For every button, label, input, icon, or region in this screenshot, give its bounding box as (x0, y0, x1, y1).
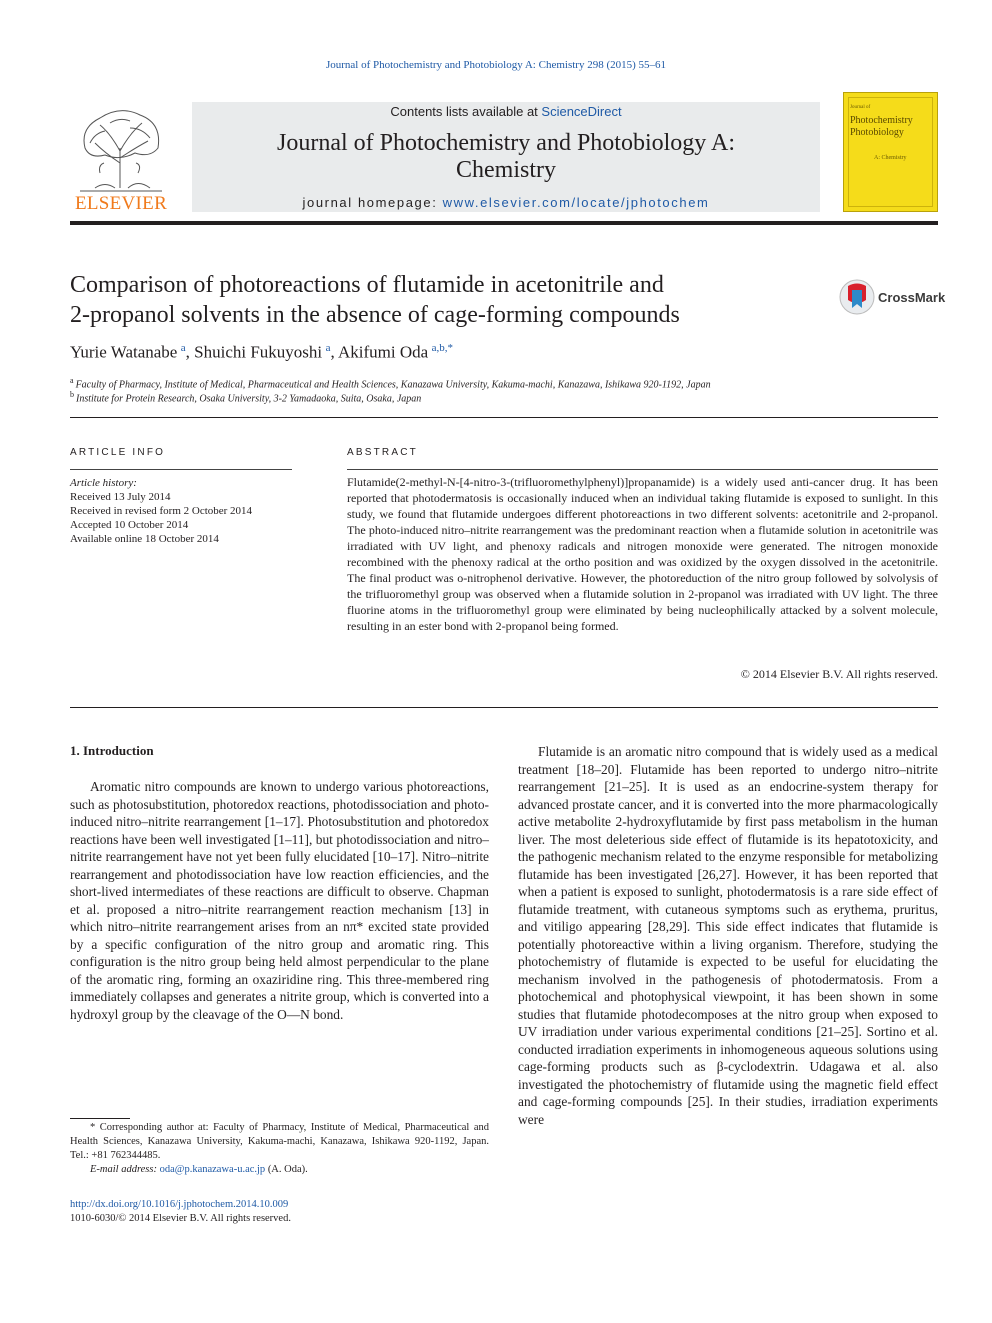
issn-copyright: 1010-6030/© 2014 Elsevier B.V. All rights reserved. (70, 1213, 291, 1224)
doi-link[interactable]: http://dx.doi.org/10.1016/j.jphotochem.2014.10.009 (70, 1199, 289, 1210)
intro-paragraph-right: Flutamide is an aromatic nitro compound that is widely used as a medical treatment [18–20]. Flutamide has been reported to undergo nitro–nitrite rearrangement [21–25]. It is used as an endocrine-system therapy for advanced prostate cancer, and it is converted into the more pharmacologically active metabolite 2-hydroxyflutamide by first pass metabolism in the human liver. The most deleterious side effect of flutamide is its hepatotoxicity, and the pathogenic mechanism related to the enzyme responsible for metabolizing flutamide has been investigated [26,27]. However, it has been reported that when a patient is exposed to sunlight, photodermatosis is a rare side effect of flutamide treatment, with cutaneous symptoms such as erythema, pruritus, and vitiligo appearing [28,29]. This side effect indicates that flutamide is potentially photoreactive within a living organism. Therefore, studying the photochemistry of flutamide is expected to be useful for elucidating the mechanism involved in the pathogenesis of photodermatosis. From a photochemical and photophysical viewpoint, it has been shown in some studies that flutamide photodecomposes at the nitro group when exposed to UV irradiation under various experimental conditions [21–25]. Sortino et al. conducted irradiation experiments in inhomogeneous aqueous solutions using cage-forming products such as β-cyclodextrin. Udagawa et al. also investigated the photochemistry of flutamide using the magnetic field effect and cage-forming compounds [25]. In their studies, irradiation experiments were (518, 744, 938, 1127)
history-received: Received 13 July 2014 (70, 491, 171, 503)
article-title-line1: Comparison of photoreactions of flutamide in acetonitrile and (70, 272, 664, 298)
journal-title (192, 130, 820, 184)
journal-citation[interactable]: Journal of Photochemistry and Photobiology A: Chemistry 298 (2015) 55–61 (325, 59, 667, 71)
email-line (70, 1163, 489, 1177)
header-divider (70, 221, 938, 225)
info-top-divider (70, 417, 938, 418)
author-name[interactable]: Shuichi Fukuyoshi (194, 342, 323, 362)
article-info-rule (70, 469, 292, 470)
affiliation-marker: b (70, 390, 74, 399)
journal-homepage (192, 195, 820, 210)
article-title (70, 270, 810, 330)
crossmark-label[interactable]: CrossMark (878, 290, 946, 305)
abstract-copyright: © 2014 Elsevier B.V. All rights reserved. (740, 667, 938, 681)
article-info-heading: ARTICLE INFO (70, 447, 166, 458)
cover-subtitle: A: Chemistry (874, 155, 907, 161)
corresponding-author-footnote (70, 1121, 489, 1177)
email-suffix: (A. Oda). (265, 1164, 308, 1175)
homepage-link[interactable]: www.elsevier.com/locate/jphotochem (442, 195, 710, 210)
abstract-body: Flutamide(2-methyl-N-[4-nitro-3-(trifluoromethylphenyl)]propanamide) is a widely used anti-cancer drug. It has been reported that photodermatosis is occasionally induced when an individual taking flutamide is exposed to sunlight. In this study, we found that flutamide undergoes different photoreactions in two different solvents: acetonitrile and 2-propanol. The photo-induced nitro–nitrite rearrangement was the predominant reaction when a flutamide solution in acetonitrile was irradiated with UV light, and phenoxy radicals and nitrogen monoxide were generated. The nitrogen monoxide recombined with the phenoxy radical at the ortho position and was oxidized by the oxygen dissolved in the acetonitrile. The final product was o-nitrophenol derivative. However, the photoreduction of the nitro group followed by solvolysis of the trifluoromethyl group was observed when a flutamide solution in 2-propanol was irradiated with UV light. The three fluorine atoms in the trifluoromethyl group were eliminated by being nucleophilically attacked by a solvent molecule, resulting in an ester bond with 2-propanol being formed. (347, 475, 938, 633)
journal-title-line1: Journal of Photochemistry and Photobiology A: (277, 130, 735, 156)
contents-availability (192, 104, 820, 119)
cover-frame (848, 97, 933, 207)
email-link[interactable]: oda@p.kanazawa-u.ac.jp (159, 1164, 266, 1175)
article-history (70, 476, 252, 546)
abstract-rule (347, 469, 938, 470)
homepage-prefix: journal homepage: (302, 195, 443, 210)
corresponding-author-text: * Corresponding author at: Faculty of Pharmacy, Institute of Medical, Pharmaceutical and Health Sciences, Kanazawa University, Kakuma-machi, Kanazawa, Ishikawa 920-1192, Japan. Tel.: +81 762344485. (70, 1122, 489, 1161)
affiliation-text: Faculty of Pharmacy, Institute of Medical, Pharmaceutical and Health Sciences, Kanazawa University, Kakuma-machi, Kanazawa, Ishikawa 920-1192, Japan (75, 379, 711, 391)
sciencedirect-link[interactable]: ScienceDirect (541, 104, 622, 119)
article-title-line2: 2-propanol solvents in the absence of cage-forming compounds (70, 302, 680, 328)
doi-block (70, 1198, 291, 1226)
footnote-rule (70, 1118, 130, 1119)
author-list: Yurie Watanabe $^a$, Shuichi Fukuyoshi $^a$, Akifumi Oda $^{a,b,*}$ (70, 342, 453, 362)
history-online: Available online 18 October 2014 (70, 533, 219, 545)
publisher-wordmark: ELSEVIER (74, 193, 168, 214)
email-label: E-mail address: (90, 1164, 160, 1175)
crossmark-icon[interactable] (838, 278, 876, 316)
abstract-bottom-divider (70, 707, 938, 708)
author-affiliation-marker[interactable]: a,b,* (431, 342, 453, 354)
journal-cover-image[interactable] (843, 92, 938, 212)
abstract-heading: ABSTRACT (347, 447, 418, 458)
author-name[interactable]: Akifumi Oda (338, 342, 429, 362)
history-label: Article history: (70, 477, 137, 489)
section-heading-introduction: 1. Introduction (70, 743, 154, 758)
contents-prefix: Contents lists available at (390, 104, 542, 119)
cover-small-text: Journal of (850, 105, 871, 110)
author-affiliation-marker[interactable]: a (325, 342, 331, 354)
affiliation-text: Institute for Protein Research, Osaka University, 3-2 Yamadaoka, Suita, Osaka, Japan (76, 393, 422, 405)
journal-title-line2: Chemistry (456, 157, 556, 183)
author-name[interactable]: Yurie Watanabe (70, 342, 178, 362)
history-revised: Received in revised form 2 October 2014 (70, 505, 253, 517)
affiliation-marker: a (70, 376, 74, 385)
history-accepted: Accepted 10 October 2014 (70, 519, 189, 531)
affiliation-a (70, 376, 711, 390)
intro-paragraph-left: Aromatic nitro compounds are known to undergo various photoreactions, such as photosubstitution, photoredox reactions, photodissociation and photo-induced nitro–nitrite rearrangement [1–17]. Photosubstitution and photoredox reactions have been well investigated [1–11], but photodissociation and nitro–nitrite rearrangement have not yet been fully elucidated [10–17]. Nitro–nitrite rearrangement and photodissociation have low reaction efficiencies, and the short-lived intermediates of these reactions are difficult to observe. Chapman et al. proposed a nitro–nitrite rearrangement reaction mechanism [13] in which nitro–nitrite rearrangement arises from an nπ* excited state provided by a specific configuration of the nitro group and aromatic ring. This configuration is the nitro group being held almost perpendicular to the plane of the aromatic ring, forming an oxaziridine ring. This three-membered ring immediately collapses and generates a nitrite group, which is converted into a hydroxyl group by the cleavage of the O—N bond. (70, 779, 489, 1022)
author-affiliation-marker[interactable]: a (180, 342, 186, 354)
cover-title: Photochemistry Photobiology (850, 115, 913, 138)
affiliation-b (70, 390, 421, 404)
